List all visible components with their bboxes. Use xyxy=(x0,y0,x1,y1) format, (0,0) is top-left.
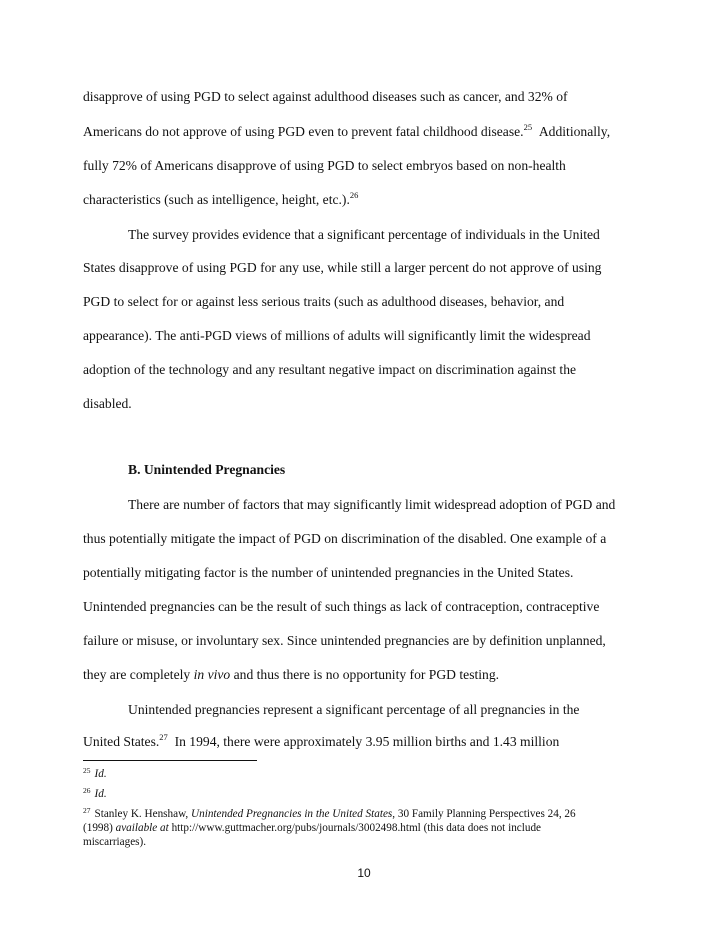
body-line: Unintended pregnancies can be the result of such things as lack of contraception, contraceptive xyxy=(83,599,600,614)
body-line: States disapprove of using PGD for any use, while still a larger percent do not approve of using xyxy=(83,260,602,275)
footnote-number: 27 xyxy=(83,806,91,815)
text-segment: characteristics (such as intelligence, height, etc.). xyxy=(83,192,350,207)
footnote-27 xyxy=(83,807,643,849)
body-line: failure or misuse, or involuntary sex. Since unintended pregnancies are by definition unplanned, xyxy=(83,633,606,648)
body-line: appearance). The anti-PGD views of millions of adults will significantly limit the widespread xyxy=(83,328,591,343)
body-line: Unintended pregnancies represent a significant percentage of all pregnancies in the xyxy=(128,702,580,717)
footnote-text: Id. xyxy=(94,768,107,780)
body-line: adoption of the technology and any resultant negative impact on discrimination against the xyxy=(83,362,577,377)
page-number: 10 xyxy=(357,866,371,880)
body-line: potentially mitigating factor is the number of unintended pregnancies in the United States. xyxy=(83,565,574,580)
footnote-number: 25 xyxy=(83,766,91,775)
body-line: disapprove of using PGD to select against adulthood diseases such as cancer, and 32% of xyxy=(83,89,568,104)
text-segment: Additionally, xyxy=(538,124,611,139)
body-line: PGD to select for or against less serious traits (such as adulthood diseases, behavior, and xyxy=(83,294,565,309)
footnote-25 xyxy=(83,767,643,781)
body-line: disabled. xyxy=(83,396,132,411)
italic-term: in vivo xyxy=(193,667,231,682)
footnote-url[interactable]: http://www.guttmacher.org/pubs/journals/3002498.html (this data does not include xyxy=(168,822,542,834)
body-line xyxy=(83,123,663,140)
footnote-text: , 30 Family Planning Perspectives 24, 26 xyxy=(392,808,576,820)
footnote-text: Id. xyxy=(94,788,107,800)
footnote-separator xyxy=(83,760,257,761)
body-line xyxy=(83,191,663,208)
footnote-text: miscarriages). xyxy=(83,836,147,848)
body-line xyxy=(83,666,663,683)
footnote-title: Unintended Pregnancies in the United States xyxy=(191,808,393,820)
footnote-ref-26[interactable]: 26 xyxy=(349,190,359,200)
footnote-ref-27[interactable]: 27 xyxy=(159,732,168,742)
footnote-ref-25[interactable]: 25 xyxy=(523,122,533,132)
text-segment: and thus there is no opportunity for PGD testing. xyxy=(230,667,500,682)
body-line: thus potentially mitigate the impact of PGD on discrimination of the disabled. One example of a xyxy=(83,531,607,546)
text-segment: United States. xyxy=(83,734,160,749)
section-heading: B. Unintended Pregnancies xyxy=(128,462,286,477)
body-line xyxy=(83,733,663,750)
footnote-text: (1998) xyxy=(83,822,116,834)
body-line: fully 72% of Americans disapprove of using PGD to select embryos based on non-health xyxy=(83,158,566,173)
text-segment: they are completely xyxy=(83,667,194,682)
footnote-26 xyxy=(83,787,643,801)
body-line: The survey provides evidence that a significant percentage of individuals in the United xyxy=(128,227,600,242)
text-segment: Americans do not approve of using PGD even to prevent fatal childhood disease. xyxy=(83,124,524,139)
text-segment: In 1994, there were approximately 3.95 million births and 1.43 million xyxy=(174,734,560,749)
body-line: There are number of factors that may significantly limit widespread adoption of PGD and xyxy=(128,497,616,512)
footnote-author: Stanley K. Henshaw, xyxy=(94,808,192,820)
footnote-available-at: available at xyxy=(115,822,169,834)
footnote-number: 26 xyxy=(83,786,91,795)
